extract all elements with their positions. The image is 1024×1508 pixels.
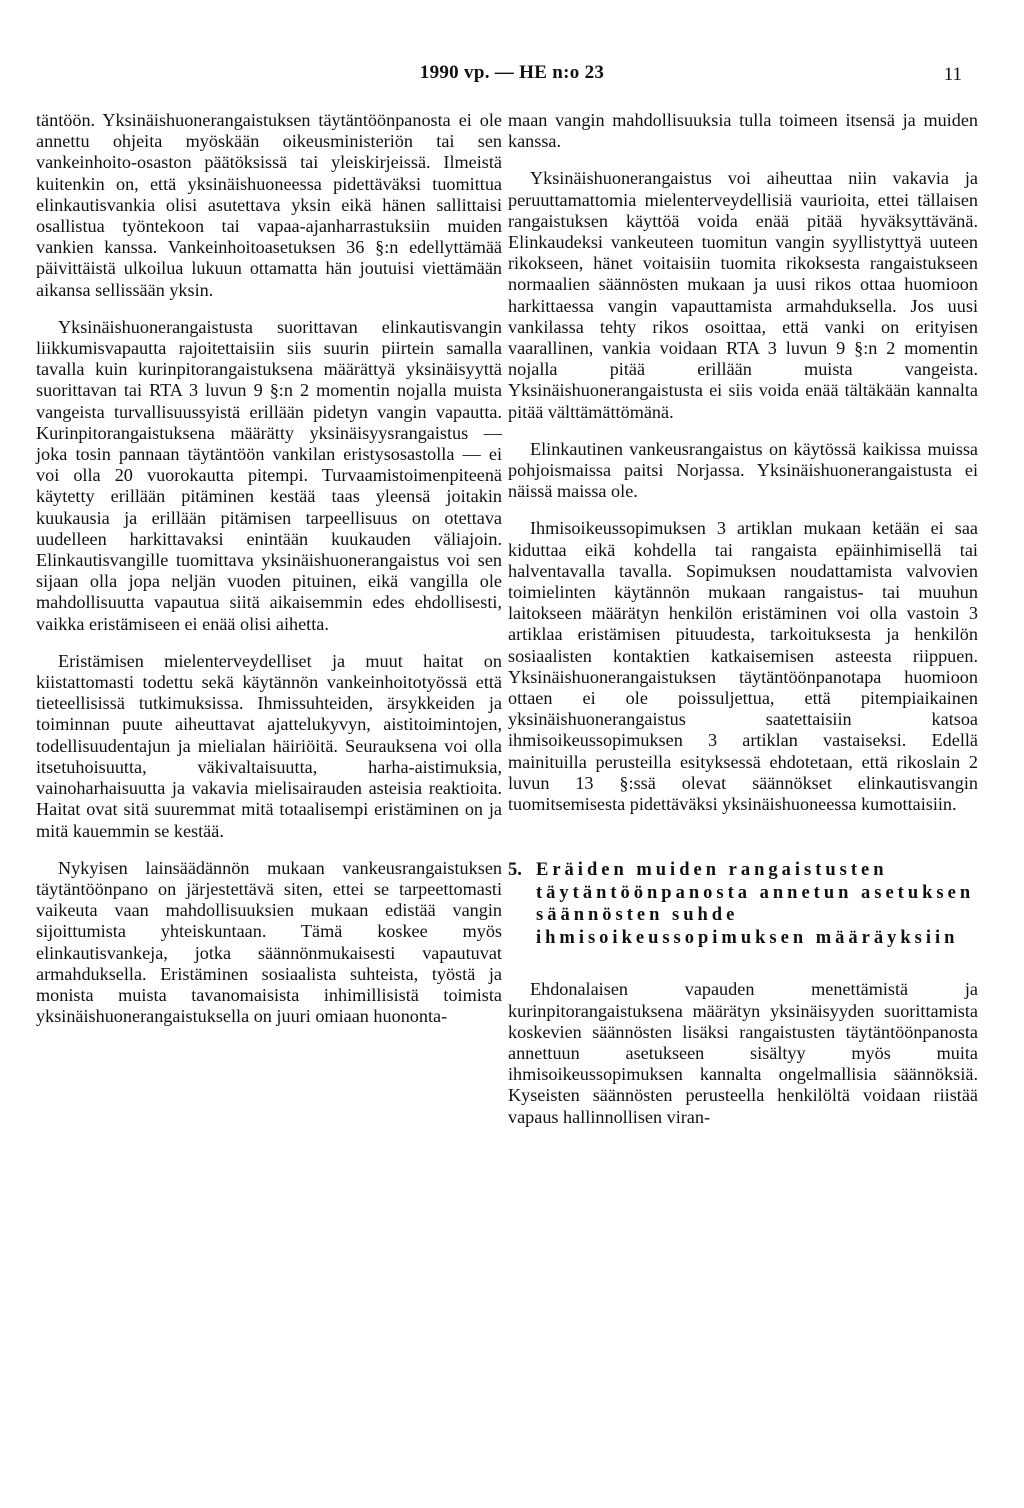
paragraph: Ehdonalaisen vapauden menettämistä ja kurinpitorangaistuksena määrätyn yksinäisyyden suorittamista koskevien säännösten lisäksi rangaistusten täytäntöönpanosta annettuun asetukseen sisältyy myös muita ihmisoikeussopimuksen kannalta ongelmallisia säännöksiä. Kyseisten säännösten perusteella henkilöltä voidaan riistää vapaus hallinnollisen viran- (508, 979, 978, 1127)
paragraph: täntöön. Yksinäishuonerangaistuksen täytäntöönpanosta ei ole annettu ohjeita myöskään oikeusministeriön tai sen vankeinhoito-osaston päätöksissä tai yleiskirjeissä. Ilmeistä kuitenkin on, että yksinäishuoneessa pidettäväksi tuomittua elinkautisvankia olisi asutettava yksin eikä hänen sallittaisi osallistua työntekoon tai vapaa-ajanharrastuksiin muiden vankien kanssa. Vankeinhoitoasetuksen 36 §:n edellyttämää päivittäistä ulkoilua lukuun ottamatta hän joutuisi viettämään aikansa sellissään yksin. (36, 110, 502, 300)
paragraph: Elinkautinen vankeusrangaistus on käytössä kaikissa muissa pohjoismaissa paitsi Norjassa. Yksinäishuonerangaistusta ei näissä maissa ole. (508, 438, 978, 502)
paragraph: maan vangin mahdollisuuksia tulla toimeen itsensä ja muiden kanssa. (508, 110, 978, 152)
section-number: 5. (508, 860, 522, 881)
page-number: 11 (943, 64, 962, 85)
right-column (508, 110, 978, 1144)
paragraph: Eristämisen mielenterveydelliset ja muut haitat on kiistattomasti todettu sekä käytännön vankeinhoitotyössä että tieteellisissä tutkimuksissa. Ihmissuhteiden, ärsykkeiden ja toiminnan puute aiheuttavat ajattelukyvyn, aistitoimintojen, todellisuudentajun ja mielialan häiriöitä. Seurauksena voi olla itsetuhoisuutta, väkivaltaisuutta, harha-aistimuksia, vainoharhaisuutta ja vakavia mielisairauden asteisia reaktioita. Haitat ovat sitä suuremmat mitä totaalisempi eristäminen on ja mitä kauemmin se kestää. (36, 650, 502, 841)
paragraph: Yksinäishuonerangaistus voi aiheuttaa niin vakavia ja peruuttamattomia mielenterveydellisiä vaurioita, ettei tällaisen rangaistuksen käyttöä voida enää pitää hyväksyttävänä. Elinkaudeksi vankeuteen tuomitun vangin syyllistyttyä uuteen rikokseen, hänet voitaisiin tuomita rikoksesta rangaistukseen normaalien säännösten mukaan ja uusi rikos ottaa huomioon harkittaessa vangin vapauttamista armahduksella. Jos uusi vankilassa tehty rikos osoittaa, että vanki on erityisen vaarallinen, vankia voidaan RTA 3 luvun 9 §:n 2 momentin nojalla pitää erillään muista vangeista. Yksinäishuonerangaistusta ei siis voida enää tältäkään kannalta pitää välttämättömänä. (508, 168, 978, 422)
section-heading (508, 859, 978, 949)
paragraph: Yksinäishuonerangaistusta suorittavan elinkautisvangin liikkumisvapautta rajoitettaisiin siis suurin piirtein samalla tavalla kuin kurinpitorangaistuksena määrättyä yksinäisyyttä suorittavan tai RTA 3 luvun 9 §:n 2 momentin nojalla muista vangeista turvallisuussyistä erillään pidetyn vangin vapautta. Kurinpitorangaistuksena määrätty yksinäisyysrangaistus — joka tosin pannaan täytäntöön vankilan eristysosastolla — ei voi olla 20 vuorokautta pitempi. Turvaamistoimenpiteenä käytetty erillään pitäminen kestää taas yleensä joitakin kuukausia ja erillään pitämisen tarpeellisuus on otettava uudelleen harkittavaksi enintään kuukauden väliajoin. Elinkautisvangille tuomittava yksinäishuonerangaistus voi sen sijaan olla jopa neljän vuoden pituinen, eikä vangilla ole mahdollisuutta vapautua siitä aikaisemmin edes ehdollisesti, vaikka eristämiseen ei enää olisi aihetta. (36, 316, 502, 634)
left-column (36, 110, 502, 1043)
section-title: Eräiden muiden rangaistusten täytäntöönpanosta annetun asetuksen säännösten suhde ihmisoikeussopimuksen määräyksiin (536, 860, 975, 948)
paragraph: Nykyisen lainsäädännön mukaan vankeusrangaistuksen täytäntöönpano on järjestettävä siten, ettei se tarpeettomasti vaikeuta vaan mahdollisuuksien mukaan edistää vangin sijoittumista yhteiskuntaan. Tämä koskee myös elinkautisvankeja, jotka säännönmukaisesti vapautuvat armahduksella. Eristäminen sosiaalista suhteista, työstä ja monista muista tavanomaisista inhimillisistä toimista yksinäishuonerangaistuksella on juuri omiaan huononta- (36, 857, 502, 1027)
running-header (0, 62, 1024, 92)
paragraph: Ihmisoikeussopimuksen 3 artiklan mukaan ketään ei saa kiduttaa eikä kohdella tai rangaista epäinhimisellä tai halventavalla tavalla. Sopimuksen noudattamista valvovien toimielinten käytännön mukaan rangaistus- tai muuhun laitokseen määrätyn henkilön eristäminen voi olla vastoin 3 artiklaa eristämisen pituudesta, tarkoituksesta ja henkilön sosiaalisten kontaktien katkaisemisen asteesta riippuen. Yksinäishuonerangaistuksen täytäntöönpanotapa huomioon ottaen ei ole poissuljettua, että pitempiaikainen yksinäishuonerangaistus saatettaisiin katsoa ihmisoikeussopimuksen 3 artiklan vastaiseksi. Edellä mainituilla perusteilla esityksessä ehdotetaan, että rikoslain 2 luvun 13 §:ssä olevat säännökset elinkautisvangin tuomitsemisesta pidettäväksi yksinäishuoneessa kumottaisiin. (508, 518, 978, 815)
header-title: 1990 vp. — HE n:o 23 (419, 62, 605, 83)
